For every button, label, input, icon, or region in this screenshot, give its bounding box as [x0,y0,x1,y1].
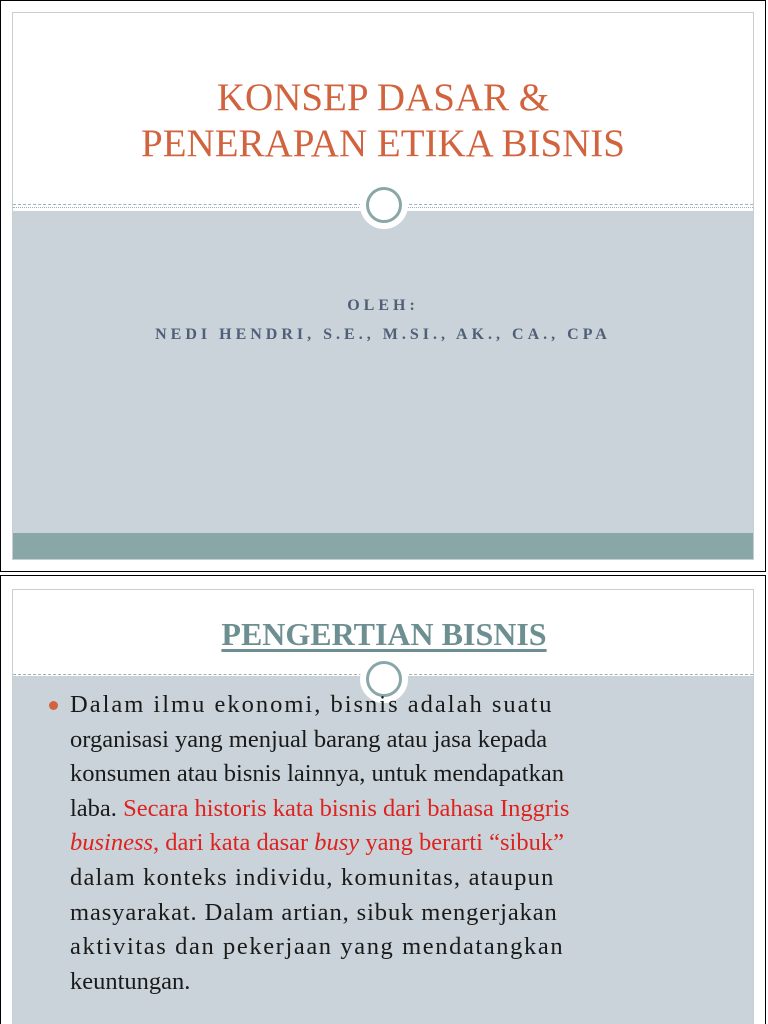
paragraph-text: laba. [70,794,124,822]
highlighted-text: , dari kata dasar [153,829,315,857]
section-heading: PENGERTIAN BISNIS [221,616,547,652]
paragraph-line: dalam konteks individu, komunitas, ataupun [70,863,555,891]
paragraph-line: keuntungan. [70,967,191,995]
paragraph-line [70,826,722,861]
highlighted-term: busy [314,829,360,857]
paragraph-line: masyarakat. Dalam artian, sibuk mengerjakan [70,898,558,926]
slide-title [1,75,765,167]
footer-band [13,533,753,559]
paragraph-line: organisasi yang menjual barang atau jasa kepada [70,725,548,753]
by-label: OLEH: [347,297,419,314]
subtitle-zone [13,211,753,559]
definition-paragraph [70,688,722,999]
slide-title-line-1: KONSEP DASAR & [216,76,550,119]
paragraph-line: Dalam ilmu ekonomi, bisnis adalah suatu [70,691,554,718]
paragraph-line [70,792,722,827]
author-name: NEDI HENDRI, S.E., M.SI., AK., CA., CPA [155,326,611,343]
round-bullet-icon [49,701,58,710]
highlighted-text: yang berarti “sibuk” [359,829,564,857]
paragraph-line: konsumen atau bisnis lainnya, untuk mendapatkan [70,760,564,788]
paragraph-line: aktivitas dan pekerjaan yang mendatangkan [70,933,565,961]
slide-title-line-2: PENERAPAN ETIKA BISNIS [141,122,625,165]
ring-ornament-icon [360,181,408,229]
highlighted-term: business [70,829,154,857]
highlighted-text: Secara historis kata bisnis dari bahasa Inggris [123,794,570,822]
